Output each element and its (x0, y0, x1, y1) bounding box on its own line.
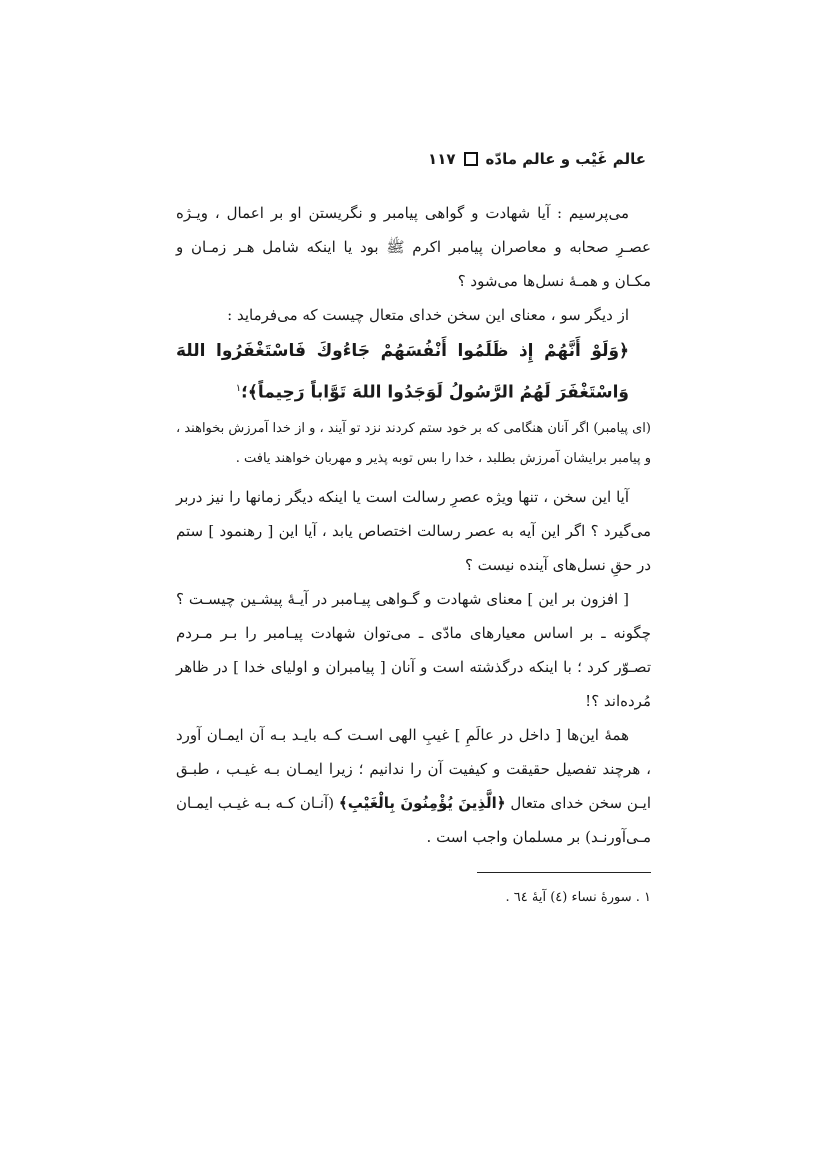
quran-verse (176, 332, 651, 412)
footnote: ١ . سورهٔ نساء (٤) آیهٔ ٦٤ . (505, 890, 651, 905)
running-header (428, 150, 646, 168)
paragraph-5 (176, 718, 651, 854)
inline-quran-verse: ﴿الَّذِينَ يُؤْمِنُونَ بِالْغَيْبِ﴾ (338, 793, 506, 812)
paragraph-2: از دیگر سو ، معنای این سخن خدای متعال چیست که می‌فرماید : (227, 306, 629, 324)
paragraph-3: آیا این سخن ، تنها ویژه عصرِ رسالت است یا اینکه دیگر زمانها را نیز دربر می‌گیرد ؟ اگر این آیه به عصر رسالت اختصاص یابد ، آیا این [ رهنمود ] ستم در حقِ نسل‌های آینده نیست ؟ (176, 487, 651, 574)
paragraph-5-start: همهٔ این‌ها [ داخل در عالَمِ ] غیبِ الهی اسـت کـه بایـد بـه آن ایمـان آورد ، هرچند تفصیل حقیقت و کیفیت آن را ندانیم ؛ زیرا ایمـان بـه غیـب ، طبـق ایـن سخن خدای متعال (176, 725, 651, 812)
paragraph-1: می‌پرسیم : آیا شهادت و گواهی پیامبر و نگریستن او بر اعمال ، ویـژه عصـرِ صحابه و معاصران پیامبر اکرم ﷺ بود یا اینکه شامل هـر زمـان و مکـان و همـهٔ نسل‌ها می‌شود ؟ (176, 204, 651, 290)
main-text (176, 196, 651, 854)
footnote-divider (477, 872, 651, 873)
paragraph-5-end: (آنـان کـه بـه غیـب ایمـان مـی‌آورنـد) بر مسلمان واجب است . (176, 793, 651, 846)
paragraph-4: [ افزون بر این ] معنای شهادت و گـواهی پیـامبر در آیـهٔ پیشـین چیسـت ؟ چگونه ـ بر اساس معیارهای مادّی ـ می‌توان شهادت پیـامبر را بـر مـردم تصـوّر کرد ؛ با اینکه درگذشته است و آنان [ پیامبران و اولیای خدا ] در ظاهر مُرده‌اند ؟! (176, 589, 651, 710)
page-number: ١١٧ (428, 150, 456, 168)
quran-verse-text: ﴿وَلَوْ أَنَّهُمْ إِذ ظَلَمُوا أَنْفُسَهُمْ جَاءُوكَ فَاسْتَغْفَرُوا اللهَ وَاسْتَغْفَرَ لَهُمُ الرَّسُولُ لَوَجَدُوا اللهَ تَوَّاباً رَحِيماً﴾؛ (176, 341, 629, 403)
verse-translation: (ای پیامبر) اگر آنان هنگامی که بر خود ستم کردند نزد تو آیند ، و از خدا آمرزش بخواهند ، و پیامبر برایشان آمرزش بطلبد ، خدا را بس توبه پذیر و مهربان خواهند یافت . (176, 420, 651, 466)
header-title: عالم غَيْب و عالم مادّه (485, 150, 646, 168)
header-square-icon (464, 152, 478, 166)
footnote-marker: ١ (235, 383, 242, 394)
